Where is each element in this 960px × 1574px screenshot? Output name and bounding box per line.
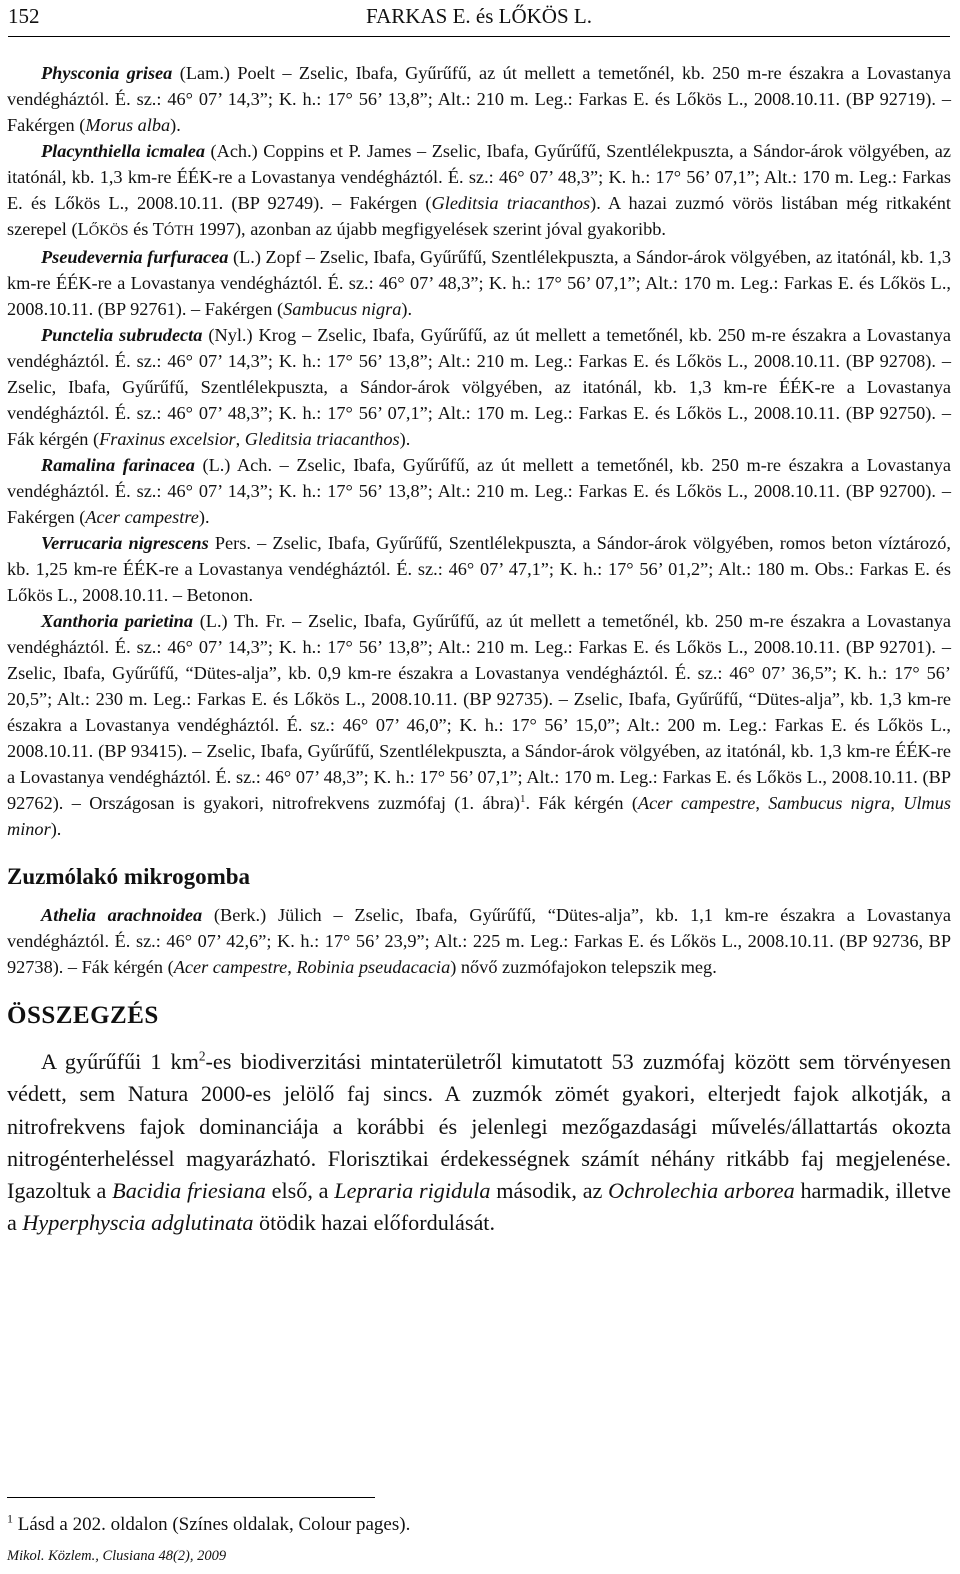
summary-paragraph: A gyűrűfűi 1 $km^2-es$ biodiverzitási mintaterületről kimutatott 53 zuzmófaj között sem törvényesen védett, sem Natura 2000-es jelölő faj sincs. A zuzmók zömét gyakori, elterjedt fajok alkotják, a nitrofrekvens fajok dominanciája a korábbi és jelenlegi mezőgazdasági művelés/állattartás okozta nitrogénterheléssel magyarázható. Florisztikai érdekességnek számít néhány ritkább faj megjelenése. Igazoltuk a Bacidia friesiana első, a Lepraria rigidula második, az Ochrolechia arborea harmadik, illetve a Hyperphyscia adglutinata ötödik hazai előfordulását. — [7, 1048, 951, 1236]
species-entry-verrucaria: Verrucaria nigrescens Pers. – Zselic, Ibafa, Gyűrűfű, Szentlélekpuszta, a Sándor-árok völgyében, romos beton víztározó, kb. 1,25 km-re ÉÉK-re a Lovastanya vendégháztól. É. sz.: 46° 07’ 47,1”; K. h.: 17° 56’ 01,2”; Alt.: 180 m. Obs.: Farkas E. és Lőkös L., 2008.10.11. – Betonon. — [7, 533, 952, 605]
section-heading-summary: ÖSSZEGZÉS — [7, 1002, 159, 1029]
article-body — [7, 60, 951, 1240]
species-entry-athelia: Athelia arachnoidea (Berk.) Jülich – Zselic, Ibafa, Gyűrűfű, “Dütes-alja”, kb. 1,1 km-re északra a Lovastanya vendégháztól. É. sz.: 46° 07’ 42,6”; K. h.: 17° 56’ 23,9”; Alt.: 225 m. Leg.: Farkas E. és Lőkös L., 2008.10.11. (BP 92736, BP 92738). – Fák kérgén (Acer campestre, Robinia pseudacacia) nővő zuzmófajokon telepszik meg. — [7, 905, 951, 977]
running-title: FARKAS E. és LŐKÖS L. — [366, 4, 592, 28]
species-entry-placynthiella: Placynthiella icmalea (Ach.) Coppins et P. James – Zselic, Ibafa, Gyűrűfű, Szentlélekpuszta, a Sándor-árok völgyében, az itatónál, kb. 1,3 km-re ÉÉK-re a Lovastanya vendégháztól. É. sz.: 46° 07’ 48,3”; K. h.: 17° 56’ 07,1”; Alt.: 170 m. Leg.: Farkas E. és Lőkös L., 2008.10.11. (BP 92749). – Fakérgen (Gleditsia triacanthos). A hazai zuzmó vörös listában még ritkaként szerepel (LŐKÖS és TÓTH 1997), azonban az újabb megfigyelések szerint jóval gyakoribb. — [7, 141, 951, 239]
page-header — [8, 4, 950, 38]
page-number: 152 — [8, 4, 40, 28]
species-entry-xanthoria: Xanthoria parietina (L.) Th. Fr. – Zselic, Ibafa, Gyűrűfű, az út mellett a temetőnél, kb. 250 m-re északra a Lovastanya vendégháztól. É. sz.: 46° 07’ 14,3”; K. h.: 17° 56’ 13,8”; Alt.: 210 m. Leg.: Farkas E. és Lőkös L., 2008.10.11. (BP 92701). – Zselic, Ibafa, Gyűrűfű, “Dütes-alja”, kb. 0,9 km-re északra a Lovastanya vendégháztól. É. sz.: 46° 07’ 36,5”; K. h.: 17° 56’ 20,5”; Alt.: 230 m. Leg.: Farkas E. és Lőkös L., 2008.10.11. (BP 92735). – Zselic, Ibafa, Gyűrűfű, “Dütes-alja”, kb. 1,3 km-re északra a Lovastanya vendégháztól. É. sz.: 46° 07’ 46,0”; K. h.: 17° 56’ 15,0”; Alt.: 200 m. Leg.: Farkas E. és Lőkös L., 2008.10.11. (BP 93415). – Zselic, Ibafa, Gyűrűfű, Szentlélekpuszta, a Sándor-árok völgyében, az itatónál, kb. 1,3 km-re ÉÉK-re a Lovastanya vendégháztól. É. sz.: 46° 07’ 48,3”; K. h.: 17° 56’ 07,1”; Alt.: 170 m. Leg.: Farkas E. és Lőkös L., 2008.10.11. (BP 92762). – Országosan is gyakori, nitrofrekvens zuzmófaj (1. ábra)$^1$. Fák kérgén (Acer campestre, Sambucus nigra, Ulmus minor). — [7, 611, 952, 839]
species-entry-punctelia: Punctelia subrudecta (Nyl.) Krog – Zselic, Ibafa, Gyűrűfű, az út mellett a temetőnél, kb. 250 m-re északra a Lovastanya vendégháztól. É. sz.: 46° 07’ 14,3”; K. h.: 17° 56’ 13,8”; Alt.: 210 m. Leg.: Farkas E. és Lőkös L., 2008.10.11. (BP 92708). – Zselic, Ibafa, Gyűrűfű, Szentlélekpuszta, a Sándor-árok völgyében, az itatónál, kb. 1,3 km-re ÉÉK-re a Lovastanya vendégháztól. É. sz.: 46° 07’ 48,3”; K. h.: 17° 56’ 07,1”; Alt.: 170 m. Leg.: Farkas E. és Lőkös L., 2008.10.11. (BP 92750). – Fák kérgén (Fraxinus excelsior, Gleditsia triacanthos). — [7, 325, 951, 449]
footnote-marker: 1 — [7, 1511, 13, 1526]
footnote — [7, 1511, 411, 1536]
species-entry-pseudevernia: Pseudevernia furfuracea (L.) Zopf – Zselic, Ibafa, Gyűrűfű, Szentlélekpuszta, a Sándor-árok völgyében, az itatónál, kb. 1,3 km-re ÉÉK-re a Lovastanya vendégháztól. É. sz.: 46° 07’ 48,3”; K. h.: 17° 56’ 07,1”; Alt.: 170 m. Leg.: Farkas E. és Lőkös L., 2008.10.11. (BP 92761). – Fakérgen (Sambucus nigra). — [7, 247, 951, 319]
footnote-rule — [7, 1497, 375, 1498]
species-entry-ramalina: Ramalina farinacea (L.) Ach. – Zselic, Ibafa, Gyűrűfű, az út mellett a temetőnél, kb. 250 m-re északra a Lovastanya vendégháztól. É. sz.: 46° 07’ 14,3”; K. h.: 17° 56’ 13,8”; Alt.: 210 m. Leg.: Farkas E. és Lőkös L., 2008.10.11. (BP 92700). – Fakérgen (Acer campestre). — [7, 455, 951, 527]
species-entry-physconia: Physconia grisea (Lam.) Poelt – Zselic, Ibafa, Gyűrűfű, az út mellett a temetőnél, kb. 250 m-re északra a Lovastanya vendégháztól. É. sz.: 46° 07’ 14,3”; K. h.: 17° 56’ 13,8”; Alt.: 210 m. Leg.: Farkas E. és Lőkös L., 2008.10.11. (BP 92719). – Fakérgen (Morus alba). — [7, 63, 952, 135]
journal-footer: Mikol. Közlem., Clusiana 48(2), 2009 — [7, 1548, 227, 1564]
species-list — [7, 60, 951, 842]
section-heading-mikrogomba: Zuzmólakó mikrogomba — [7, 864, 251, 889]
footnote-text: Lásd a 202. oldalon (Színes oldalak, Colour pages). — [13, 1514, 411, 1535]
header-rule — [8, 36, 950, 37]
